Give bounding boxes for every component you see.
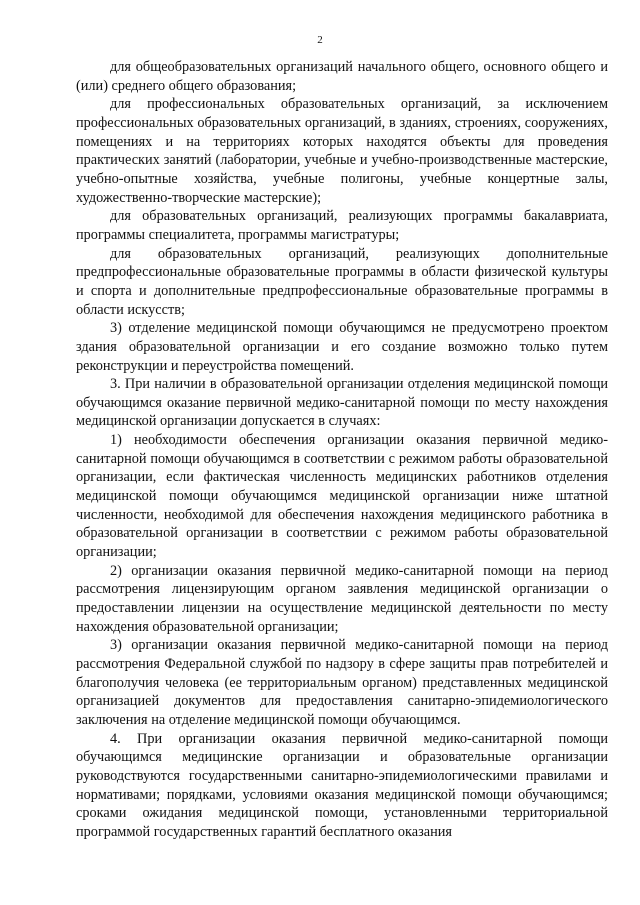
document-body <box>76 58 608 842</box>
page-number: 2 <box>317 34 323 46</box>
paragraph-higher-education: для образовательных организаций, реализующих программы бакалавриата, программы специалитета, программы магистратуры; <box>76 208 608 243</box>
paragraph-general-education: для общеобразовательных организаций начального общего, основного общего и (или) среднего общего образования; <box>76 59 608 94</box>
paragraph-section-3-item-3: 3) организации оказания первичной медико-санитарной помощи на период рассмотрения Федеральной службой по надзору в сфере защиты прав потребителей и благополучия человека (ее территориальным органом) представленных медицинской организацией документов для предоставления санитарно-эпидемиологического заключения на отделение медицинской помощи обучающимся. <box>76 637 608 728</box>
paragraph-professional-education: для профессиональных образовательных организаций, за исключением профессиональных образовательных организаций, в зданиях, строениях, сооружениях, помещениях и на территориях которых находятся объекты для проведения практических занятий (лаборатории, учебные и учебно-производственные мастерские, учебно-опытные хозяйства, учебные полигоны, учебные концертные залы, художественно-творческие мастерские); <box>76 96 608 206</box>
paragraph-section-4: 4. При организации оказания первичной медико-санитарной помощи обучающимся медицинские организации и образовательные организации руководствуются государственными санитарно-эпидемиологическими правилами и нормативами; порядками, условиями оказания медицинской помощи обучающимся; сроками ожидания медицинской помощи, установленными территориальной программой государственных гарантий бесплатного оказания <box>76 730 608 840</box>
paragraph-section-3-item-2: 2) организации оказания первичной медико-санитарной помощи на период рассмотрения лицензирующим органом заявления медицинской организации о предоставлении лицензии на осуществление медицинской деятельности по месту нахождения образовательной организации; <box>76 562 608 635</box>
paragraph-section-3: 3. При наличии в образовательной организации отделения медицинской помощи обучающимся оказание первичной медико-санитарной помощи по месту нахождения медицинской организации допускается в случаях: <box>76 376 608 430</box>
paragraph-additional-programs: для образовательных организаций, реализующих дополнительные предпрофессиональные образовательные программы в области физической культуры и спорта и дополнительные предпрофессиональные образовательные программы в области искусств; <box>76 245 608 318</box>
paragraph-item-3-not-provided: 3) отделение медицинской помощи обучающимся не предусмотрено проектом здания образовательной организации и его создание возможно только путем реконструкции и переустройства помещений. <box>76 320 608 374</box>
paragraph-section-3-item-1: 1) необходимости обеспечения организации оказания первичной медико-санитарной помощи обучающимся в соответствии с режимом работы образовательной организации, если фактическая численность медицинских работников отделения медицинской помощи обучающимся медицинской организации ниже штатной численности, необходимой для обеспечения нахождения медицинского работника в образовательной организации в соответствии с режимом работы образовательной организации; <box>76 432 608 561</box>
